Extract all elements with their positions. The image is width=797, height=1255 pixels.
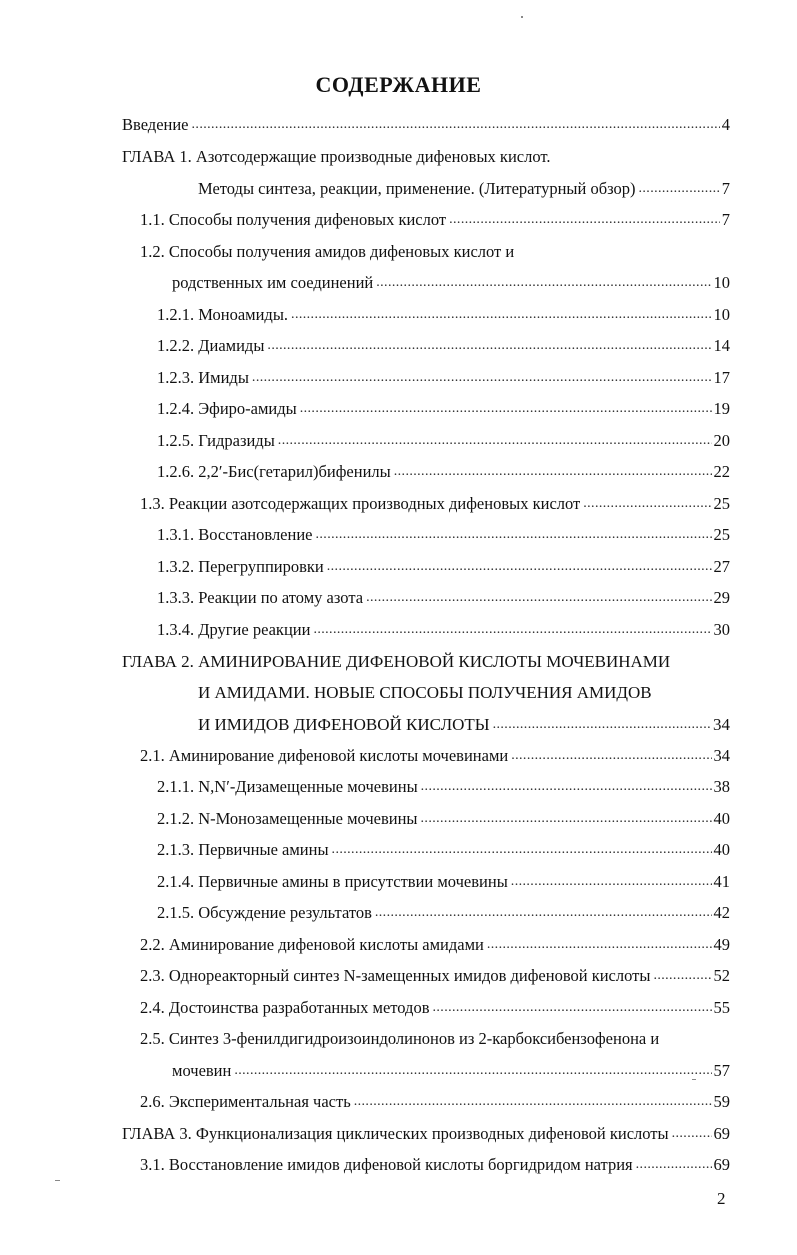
toc-entry-page: 19 bbox=[713, 399, 730, 418]
toc-entry-label: 1.3.1. Восстановление bbox=[157, 525, 313, 544]
toc-entry-page: 4 bbox=[721, 115, 730, 134]
toc-entry-page: 41 bbox=[713, 872, 730, 891]
dot-leader bbox=[493, 715, 711, 735]
dot-leader bbox=[672, 1124, 712, 1144]
toc-entry bbox=[140, 492, 730, 514]
dot-leader bbox=[421, 809, 712, 829]
toc-entry-label: ГЛАВА 3. Функционализация циклических производных дифеновой кислоты bbox=[122, 1124, 669, 1143]
dot-leader bbox=[291, 305, 711, 325]
toc-entry-page: 69 bbox=[713, 1155, 730, 1174]
dot-leader bbox=[278, 431, 712, 451]
dot-leader bbox=[332, 840, 712, 860]
toc-entry-label: Введение bbox=[122, 115, 189, 134]
toc-entry-label: родственных им соединений bbox=[172, 273, 374, 292]
toc-entry bbox=[122, 113, 730, 135]
toc-entry-label: 1.3. Реакции азотсодержащих производных дифеновых кислот bbox=[140, 494, 581, 513]
toc-entry-label: 1.3.4. Другие реакции bbox=[157, 620, 311, 639]
toc-entry-page: 49 bbox=[713, 935, 730, 954]
toc-entry bbox=[157, 429, 730, 451]
dot-leader bbox=[327, 557, 712, 577]
toc-entry-label: 2.4. Достоинства разработанных методов bbox=[140, 998, 430, 1017]
toc-entry-page: 29 bbox=[713, 588, 730, 607]
toc-entry-label: ГЛАВА 2. АМИНИРОВАНИЕ ДИФЕНОВОЙ КИСЛОТЫ МОЧЕВИНАМИ bbox=[122, 652, 671, 671]
toc-entry-page: 52 bbox=[713, 966, 730, 985]
toc-entry bbox=[140, 964, 730, 986]
toc-entry-label: 1.3.2. Перегруппировки bbox=[157, 557, 324, 576]
toc-entry-page: 22 bbox=[713, 462, 730, 481]
dot-leader bbox=[376, 273, 711, 293]
toc-entry-page: 7 bbox=[721, 179, 730, 198]
toc-entry-label: ГЛАВА 1. Азотсодержащие производные дифеновых кислот. bbox=[122, 147, 551, 166]
toc-entry-page: 7 bbox=[721, 210, 730, 229]
toc-entry-label: 2.1. Аминирование дифеновой кислоты мочевинами bbox=[140, 746, 509, 765]
dot-leader bbox=[639, 179, 720, 199]
toc-entry bbox=[157, 334, 730, 356]
toc-entry bbox=[172, 271, 730, 293]
toc-entry-page: 14 bbox=[713, 336, 730, 355]
toc-entry-label: 2.2. Аминирование дифеновой кислоты амидами bbox=[140, 935, 484, 954]
toc-entry-label: 3.1. Восстановление имидов дифеновой кислоты боргидридом натрия bbox=[140, 1155, 633, 1174]
toc-entry-label: 2.1.1. N,N′-Дизамещенные мочевины bbox=[157, 777, 418, 796]
dot-leader bbox=[234, 1061, 711, 1081]
toc-entry bbox=[157, 775, 730, 797]
toc-entry bbox=[198, 177, 730, 199]
dot-leader bbox=[366, 588, 711, 608]
toc-entry-label: 1.2.5. Гидразиды bbox=[157, 431, 275, 450]
toc-entry-label: 1.2.6. 2,2′-Бис(гетарил)бифенилы bbox=[157, 462, 391, 481]
dot-leader bbox=[653, 966, 711, 986]
toc-entry-page: 34 bbox=[713, 715, 730, 734]
toc-entry-label: мочевин bbox=[172, 1061, 232, 1080]
toc-entry-page: 69 bbox=[713, 1124, 730, 1143]
toc-entry bbox=[157, 555, 730, 577]
toc-entry bbox=[157, 838, 730, 860]
toc-entry-page: 20 bbox=[713, 431, 730, 450]
toc-entry bbox=[140, 744, 730, 766]
toc-entry-label: 2.1.2. N-Монозамещенные мочевины bbox=[157, 809, 418, 828]
toc-entry bbox=[198, 713, 730, 735]
toc-entry bbox=[157, 397, 730, 419]
toc-entry-label: 1.2.3. Имиды bbox=[157, 368, 249, 387]
toc-entry bbox=[198, 681, 730, 703]
dot-leader bbox=[487, 935, 712, 955]
dot-leader bbox=[252, 368, 712, 388]
toc-entry-label: 1.2.1. Моноамиды. bbox=[157, 305, 289, 324]
dot-leader bbox=[421, 777, 712, 797]
toc-entry bbox=[157, 460, 730, 482]
toc-entry-label: 2.6. Экспериментальная часть bbox=[140, 1092, 351, 1111]
toc-entry bbox=[157, 366, 730, 388]
toc-entry bbox=[140, 1153, 730, 1175]
toc-entry-page: 59 bbox=[713, 1092, 730, 1111]
dot-leader bbox=[375, 903, 712, 923]
toc-entry bbox=[122, 1122, 730, 1144]
dot-leader bbox=[511, 746, 711, 766]
dot-leader bbox=[316, 525, 712, 545]
toc-entry bbox=[157, 807, 730, 829]
toc-entry-page: 17 bbox=[713, 368, 730, 387]
scan-speck bbox=[55, 1180, 60, 1181]
toc-entry bbox=[157, 618, 730, 640]
toc-entry-page: 10 bbox=[713, 305, 730, 324]
toc-entry bbox=[122, 145, 730, 167]
toc-entry bbox=[172, 1059, 730, 1081]
toc-entry-page: 38 bbox=[713, 777, 730, 796]
toc-entry bbox=[157, 901, 730, 923]
toc-entry-label: Методы синтеза, реакции, применение. (Литературный обзор) bbox=[198, 179, 636, 198]
toc-entry bbox=[140, 240, 730, 262]
toc-entry-label: 1.2.4. Эфиро-амиды bbox=[157, 399, 297, 418]
toc-entry-label: 1.2.2. Диамиды bbox=[157, 336, 265, 355]
toc-entry-page: 42 bbox=[713, 903, 730, 922]
dot-leader bbox=[313, 620, 711, 640]
toc-entry bbox=[140, 933, 730, 955]
toc-entry bbox=[140, 208, 730, 230]
toc-entry-label: 2.1.5. Обсуждение результатов bbox=[157, 903, 372, 922]
toc-entry bbox=[140, 1090, 730, 1112]
toc-entry-page: 30 bbox=[713, 620, 730, 639]
dot-leader bbox=[192, 115, 720, 135]
toc-entry-label: 1.3.3. Реакции по атому азота bbox=[157, 588, 364, 607]
dot-leader bbox=[583, 494, 711, 514]
toc-entry-page: 25 bbox=[713, 525, 730, 544]
toc-entry-page: 10 bbox=[713, 273, 730, 292]
toc-entry-page: 27 bbox=[713, 557, 730, 576]
toc-entry-label: 1.2. Способы получения амидов дифеновых кислот и bbox=[140, 242, 515, 261]
toc-entry-page: 57 bbox=[713, 1061, 730, 1080]
dot-leader bbox=[433, 998, 712, 1018]
toc-entry-page: 25 bbox=[713, 494, 730, 513]
toc-entry-page: 40 bbox=[713, 809, 730, 828]
scan-speck bbox=[692, 1079, 696, 1080]
dot-leader bbox=[511, 872, 712, 892]
toc-entry bbox=[157, 586, 730, 608]
toc-entry-label: 2.1.4. Первичные амины в присутствии мочевины bbox=[157, 872, 508, 891]
toc-entry bbox=[157, 870, 730, 892]
dot-leader bbox=[449, 210, 720, 230]
toc-entry-label: 2.5. Синтез 3-фенилдигидроизоиндолинонов из 2-карбоксибензофенона и bbox=[140, 1029, 660, 1048]
toc-entry-page: 55 bbox=[713, 998, 730, 1017]
dot-leader bbox=[394, 462, 712, 482]
dot-leader bbox=[354, 1092, 712, 1112]
dot-leader bbox=[636, 1155, 712, 1175]
scan-speck bbox=[521, 16, 523, 18]
dot-leader bbox=[267, 336, 711, 356]
toc-entry bbox=[140, 996, 730, 1018]
toc-entry-label: 1.1. Способы получения дифеновых кислот bbox=[140, 210, 447, 229]
page-number: 2 bbox=[717, 1189, 726, 1208]
toc-entry-page: 40 bbox=[713, 840, 730, 859]
dot-leader bbox=[300, 399, 712, 419]
toc-entry-label: И ИМИДОВ ДИФЕНОВОЙ КИСЛОТЫ bbox=[198, 715, 490, 734]
toc-entry-label: 2.3. Однореакторный синтез N-замещенных имидов дифеновой кислоты bbox=[140, 966, 651, 985]
toc-entry-label: И АМИДАМИ. НОВЫЕ СПОСОБЫ ПОЛУЧЕНИЯ АМИДОВ bbox=[198, 683, 652, 702]
toc-entry bbox=[157, 523, 730, 545]
toc-entry bbox=[140, 1027, 730, 1049]
toc-entry bbox=[122, 650, 730, 672]
page-title: СОДЕРЖАНИЕ bbox=[315, 72, 482, 97]
toc-entry-label: 2.1.3. Первичные амины bbox=[157, 840, 329, 859]
toc-entry bbox=[157, 303, 730, 325]
toc-entry-page: 34 bbox=[713, 746, 730, 765]
